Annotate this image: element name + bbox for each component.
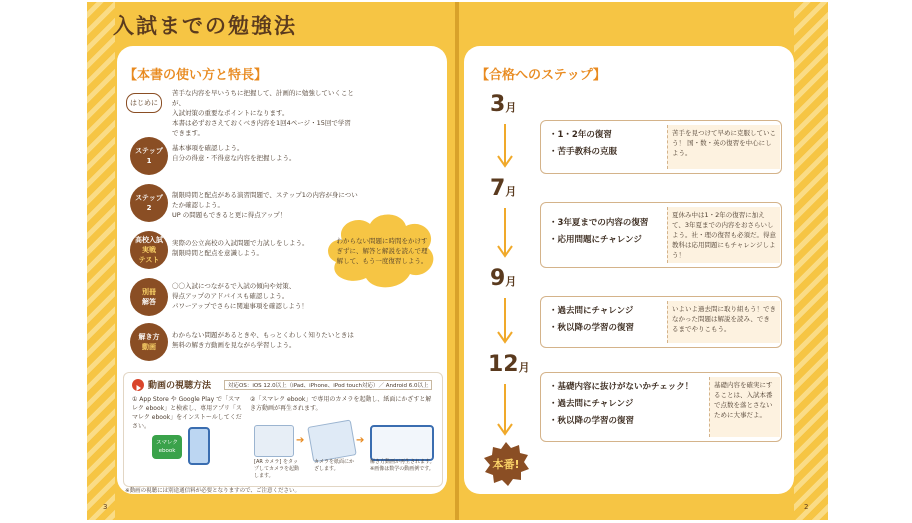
camera-scan-illustration: [307, 419, 357, 462]
step-card-july: [540, 202, 782, 268]
row-step2-text: 制限時間と配点がある演習問題で、ステップ1の内容が身についたか確認しよう。 UP の問題もできると更に得点アップ！: [172, 191, 358, 219]
caption-ar-camera: [AR カメラ] をタップしてカメラを起動します。: [254, 459, 300, 479]
step-items: ・基礎内容に抜けがないかチェック！ ・過去問にチャレンジ ・秋以降の学習の復習: [549, 382, 694, 426]
badge-answers: 別冊 解答: [130, 278, 168, 316]
step-note: いよいよ過去問に取り組もう！できなかった問題は解説を読み、できるまでやりこもう。: [667, 301, 780, 343]
step-note: 苦手を見つけて早めに克服していこう！ 国・数・英の復習を中心にしよう。: [667, 125, 780, 169]
step-items: ・1・2年の復習 ・苦手教科の克服: [549, 130, 618, 157]
supported-os: 対応OS：iOS 12.0以上（iPad、iPhone、iPod touch対応）／ Android 6.0以上: [224, 380, 432, 390]
intro-text: [172, 88, 357, 138]
ar-camera-illustration: [254, 425, 294, 457]
step-card-december: [540, 372, 782, 442]
section-title-steps: 【合格へのステップ】: [476, 68, 606, 83]
badge-step2: ステップ 2: [130, 184, 168, 222]
section-title-usage: 【本書の使い方と特長】: [124, 68, 268, 83]
arrow-right-icon: ➔: [296, 435, 305, 446]
page-number-left: 3: [103, 503, 108, 511]
step-note: 基礎内容を確実にすることは、入試本番で点数を落とさないために大事だよ。: [709, 377, 780, 437]
arrow-right-icon: ➔: [356, 435, 365, 446]
left-stripe-border: [87, 2, 115, 520]
step-items: ・過去問にチャレンジ ・秋以降の学習の復習: [549, 306, 635, 333]
video-title: 動画の視聴方法: [148, 381, 212, 391]
row-answers-text: 〇〇入試につながるで入試の傾向や対策、 得点アップのアドバイスも確認しよう。 パワーアップでさらに関連事項を確認しよう！: [172, 282, 308, 310]
month-label: 7月: [490, 176, 517, 201]
step-note: 夏休み中は1・2年の復習に加えて、3年夏までの内容をおさらいしよう。社・理の復習も必須だ。得意教科は応用問題にもチャレンジしよう！: [667, 207, 780, 263]
month-label: 3月: [490, 92, 517, 117]
video-step1: ① App Store や Google Play で「スマレク ebook」と検索し、専用アプリ「スマレク ebook」をインストールしてください。: [132, 396, 242, 430]
intro-line: 入試対策の重要なポイントになります。: [172, 109, 289, 117]
down-arrow-icon: [497, 298, 513, 344]
badge-practice-test: 高校入試 実戦 テスト: [130, 231, 168, 269]
intro-line: 本書は必ずおさえておくべき内容を1回4ページ・15回で学習できます。: [172, 119, 351, 137]
down-arrow-icon: [497, 208, 513, 258]
page-title: 入試までの勉強法: [113, 14, 297, 38]
badge-step1: ステップ 1: [130, 137, 168, 175]
step-items: ・3年夏までの内容の復習 ・応用問題にチャレンジ: [549, 218, 649, 245]
down-arrow-icon: [497, 384, 513, 436]
month-label: 12月: [488, 352, 530, 377]
video-note: ※動画の視聴には別途通信料が必要となりますので、ご注意ください。: [125, 488, 301, 494]
badge-video: 解き方 動画: [130, 323, 168, 361]
right-stripe-border: [794, 2, 828, 520]
video-instructions-box: [123, 372, 443, 487]
tip-cloud-text: わからない問題に時間をかけすぎずに、解答と解説を読んで理解して、もう一度復習しよう。: [336, 237, 428, 265]
caption-hold-camera: カメラを紙面にかざします。: [314, 459, 355, 472]
play-icon: [132, 379, 144, 391]
exam-day-label: 本番!: [492, 458, 520, 471]
down-arrow-icon: [497, 124, 513, 168]
video-step2: ②「スマレク ebook」で専用のカメラを起動し、紙面にかざすと解き方動画が再生されます。: [250, 396, 432, 412]
row-video-text: わからない問題があるときや、もっとくわしく知りたいときは 無料の解き方動画を見ながら学習しよう。: [172, 331, 354, 349]
page-number-right: 2: [804, 503, 809, 511]
caption-video-plays: 解き方動画が再生されます。※画像は数学の動画例です。: [370, 459, 435, 472]
row-practice-text: 実際の公立高校の入試問題で力試しをしよう。 制限時間と配点を意識しよう。: [172, 239, 309, 257]
intro-label: はじめに: [126, 93, 162, 113]
phone-illustration: [188, 427, 210, 465]
app-icon: スマレク ebook: [152, 435, 182, 459]
page-gutter: [455, 2, 459, 520]
row-step1-text: 基本事項を確認しよう。 自分の得意・不得意な内容を把握しよう。: [172, 144, 296, 162]
intro-line: 苦手な内容を早いうちに把握して、計画的に勉強していくことが、: [172, 89, 354, 107]
step-card-september: [540, 296, 782, 348]
step-card-march: [540, 120, 782, 174]
month-label: 9月: [490, 266, 517, 291]
video-playback-illustration: [370, 425, 434, 461]
